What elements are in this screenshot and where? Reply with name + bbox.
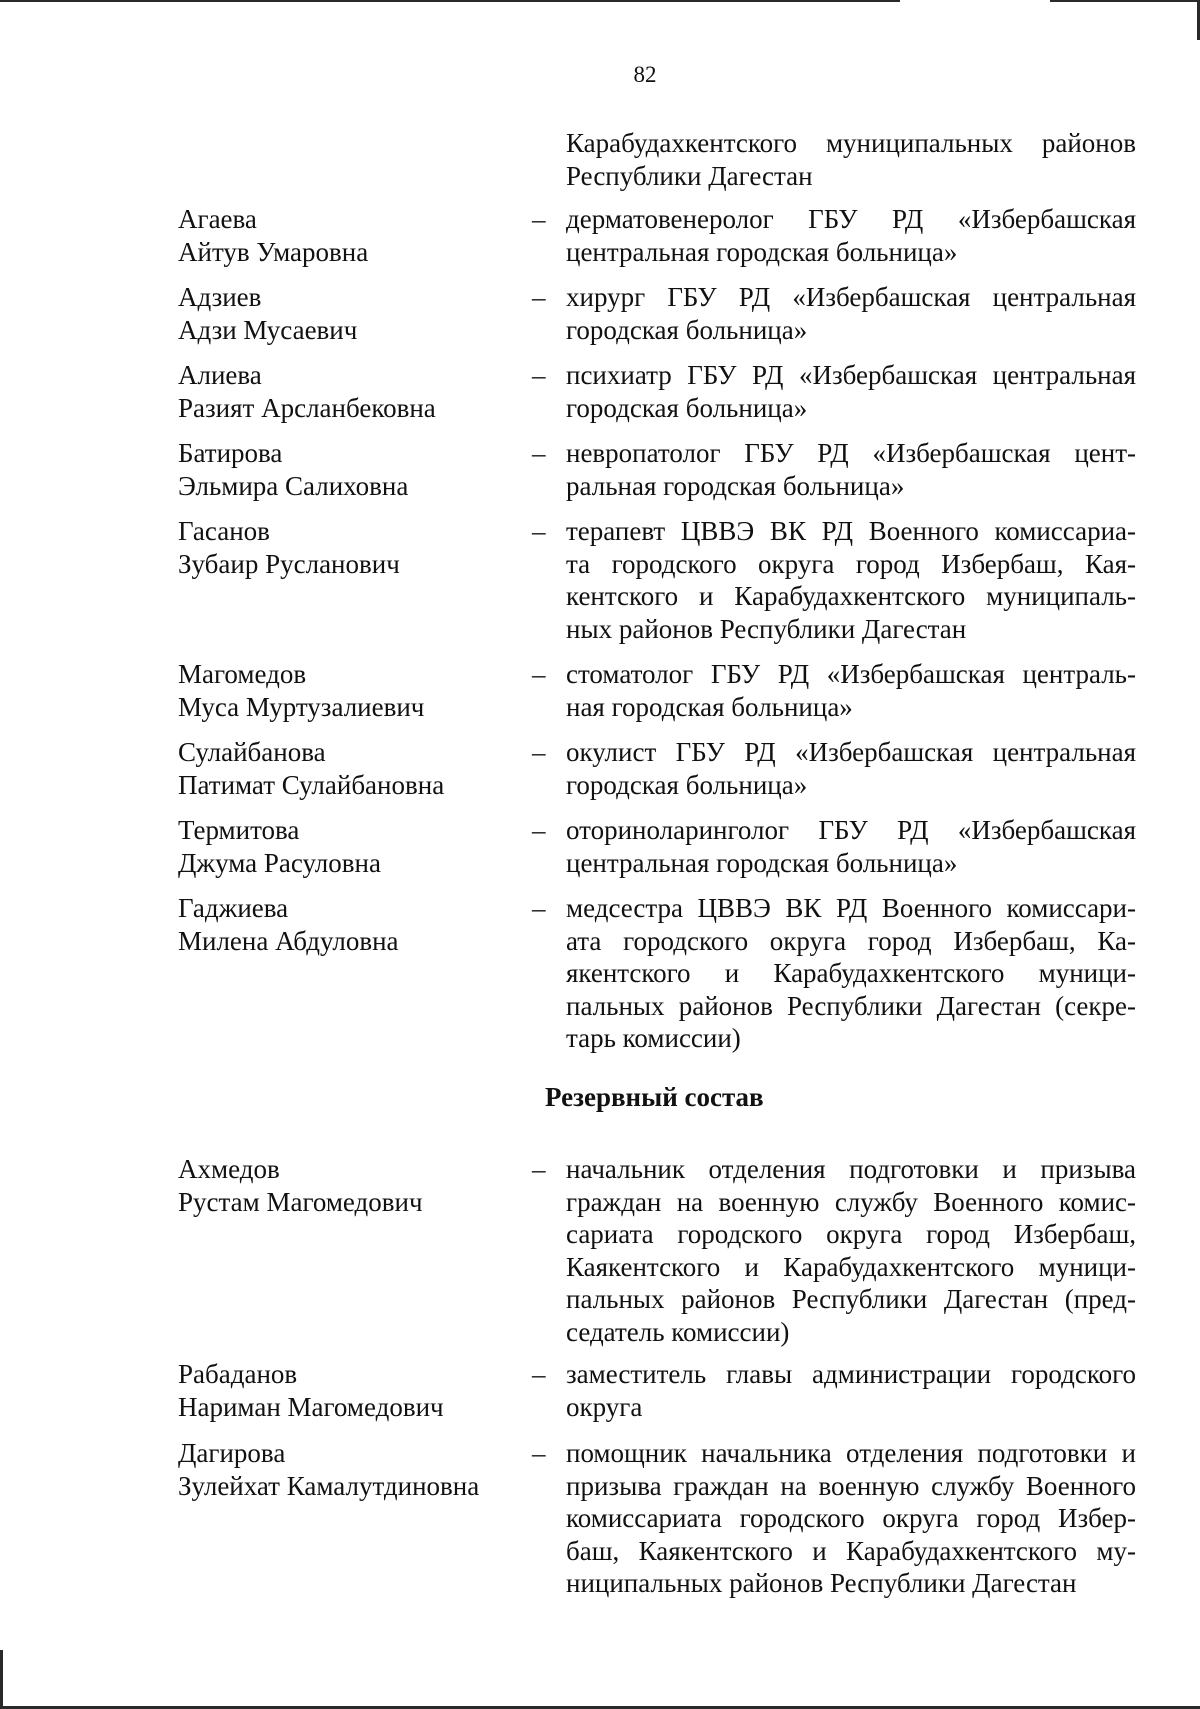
- desc-line: ральная городская больница»: [566, 470, 905, 501]
- member-name: [178, 515, 518, 580]
- desc-line: тарь комиссии): [566, 1023, 741, 1053]
- desc-line: хирург ГБУ РД «Избербашская центральная: [566, 282, 1136, 312]
- scan-edge-top: [0, 0, 900, 2]
- member-given-name: Рустам Магомедович: [178, 1186, 423, 1217]
- member-given-name: Разият Арсланбековна: [178, 392, 436, 423]
- dash: –: [532, 1438, 546, 1468]
- member-given-name: Адзи Мусаевич: [178, 314, 358, 345]
- member-given-name: Милена Абдуловна: [178, 925, 399, 956]
- desc-line: пальных районов Республики Дагестан (секре-: [566, 990, 1136, 1021]
- desc-line: кентского и Карабудахкентского муниципаль-: [566, 581, 1136, 611]
- desc-line: оториноларинголог ГБУ РД «Избербашская: [566, 815, 1136, 845]
- desc-line: центральная городская больница»: [566, 847, 958, 878]
- member-name: [178, 1358, 518, 1423]
- desc-line: психиатр ГБУ РД «Избербашская центральная: [566, 360, 1136, 390]
- member-given-name: Зубаир Русланович: [178, 548, 400, 579]
- member-name: [178, 1437, 518, 1502]
- dash: –: [532, 282, 546, 312]
- member-role: [566, 437, 1136, 502]
- member-surname: Ахмедов: [178, 1154, 280, 1184]
- desc-line: граждан на военную службу Военного комис-: [566, 1186, 1136, 1217]
- member-surname: Алиева: [178, 360, 262, 390]
- dash: –: [532, 1154, 546, 1184]
- dash: –: [532, 204, 546, 234]
- member-name: [178, 203, 518, 268]
- member-given-name: Эльмира Салиховна: [178, 470, 409, 501]
- member-given-name: Патимат Сулайбановна: [178, 769, 445, 800]
- member-given-name: Муса Муртузалиевич: [178, 691, 425, 722]
- member-name: [178, 1153, 518, 1218]
- desc-line: якентского и Карабудахкентского муници-: [566, 958, 1136, 988]
- desc-line: баш, Каякентского и Карабудахкентского му-: [566, 1535, 1136, 1566]
- member-surname: Сулайбанова: [178, 737, 326, 767]
- desc-line: начальник отделения подготовки и призыва: [566, 1154, 1136, 1184]
- member-surname: Адзиев: [178, 282, 262, 312]
- member-role: [566, 1153, 1136, 1348]
- desc-line: городская больница»: [566, 314, 808, 345]
- desc-line: стоматолог ГБУ РД «Избербашская централь-: [566, 659, 1136, 689]
- desc-line: пальных районов Республики Дагестан (пред-: [566, 1284, 1136, 1314]
- member-role: [566, 814, 1136, 879]
- member-surname: Агаева: [178, 204, 257, 234]
- dash: –: [532, 438, 546, 468]
- desc-line: комиссариата городского округа город Избер-: [566, 1503, 1136, 1533]
- desc-line: ных районов Республики Дагестан: [566, 613, 967, 644]
- member-surname: Гаджиева: [178, 893, 289, 923]
- desc-line: седатель комиссии): [566, 1316, 790, 1347]
- desc-line: округа: [566, 1391, 643, 1422]
- scan-edge-left: [0, 1650, 3, 1709]
- member-surname: Магомедов: [178, 659, 307, 689]
- member-role: [566, 658, 1136, 723]
- dash: –: [532, 737, 546, 767]
- dash: –: [532, 360, 546, 390]
- member-surname: Дагирова: [178, 1438, 286, 1468]
- desc-line: ная городская больница»: [566, 691, 853, 722]
- desc-line: терапевт ЦВВЭ ВК РД Военного комиссариа-: [566, 516, 1136, 546]
- dash: –: [532, 659, 546, 689]
- member-surname: Термитова: [178, 815, 300, 845]
- page-number: 82: [633, 62, 657, 87]
- member-given-name: Айтув Умаровна: [178, 236, 369, 267]
- scan-edge-top-right: [1050, 0, 1200, 2]
- desc-line: Каякентского и Карабудахкентского муници-: [566, 1251, 1136, 1282]
- member-name: [178, 359, 518, 424]
- desc-line: дерматовенеролог ГБУ РД «Избербашская: [566, 204, 1136, 234]
- member-name: [178, 814, 518, 879]
- member-given-name: Нариман Магомедович: [178, 1391, 444, 1422]
- member-role: [566, 736, 1136, 801]
- desc-line: городская больница»: [566, 392, 808, 423]
- desc-line: медсестра ЦВВЭ ВК РД Военного комиссари-: [566, 893, 1136, 923]
- desc-line: окулист ГБУ РД «Избербашская центральная: [566, 737, 1136, 767]
- member-name: [178, 437, 518, 502]
- desc-line: Карабудахкентского муниципальных районов: [566, 128, 1136, 158]
- dash: –: [532, 815, 546, 845]
- desc-line: помощник начальника отделения подготовки и: [566, 1438, 1136, 1468]
- member-role: [566, 1358, 1136, 1423]
- member-surname: Гасанов: [178, 516, 270, 546]
- member-name: [178, 658, 518, 723]
- member-name: [178, 736, 518, 801]
- desc-line: городская больница»: [566, 769, 808, 800]
- member-role: [566, 281, 1136, 346]
- desc-line: та городского округа город Избербаш, Кая-: [566, 548, 1136, 579]
- member-role: [566, 892, 1136, 1055]
- continuation-text: [566, 127, 1136, 192]
- desc-line: Республики Дагестан: [566, 160, 813, 191]
- member-role: [566, 203, 1136, 268]
- member-given-name: Зулейхат Камалутдиновна: [178, 1470, 480, 1501]
- desc-line: невропатолог ГБУ РД «Избербашская цент-: [566, 438, 1136, 468]
- desc-line: заместитель главы администрации городского: [566, 1359, 1136, 1389]
- dash: –: [532, 1359, 546, 1389]
- dash: –: [532, 516, 546, 546]
- member-name: [178, 892, 518, 957]
- desc-line: ниципальных районов Республики Дагестан: [566, 1568, 1077, 1598]
- member-given-name: Джума Расуловна: [178, 847, 381, 878]
- member-role: [566, 515, 1136, 645]
- member-surname: Батирова: [178, 438, 283, 468]
- member-surname: Рабаданов: [178, 1359, 298, 1389]
- desc-line: сариата городского округа город Избербаш,: [566, 1219, 1136, 1249]
- member-role: [566, 1437, 1136, 1600]
- desc-line: центральная городская больница»: [566, 236, 958, 267]
- reserve-section-heading: Резервный состав: [545, 1082, 764, 1112]
- member-role: [566, 359, 1136, 424]
- desc-line: призыва граждан на военную службу Военного: [566, 1470, 1136, 1501]
- member-name: [178, 281, 518, 346]
- dash: –: [532, 893, 546, 923]
- desc-line: ата городского округа город Избербаш, Ка-: [566, 925, 1136, 956]
